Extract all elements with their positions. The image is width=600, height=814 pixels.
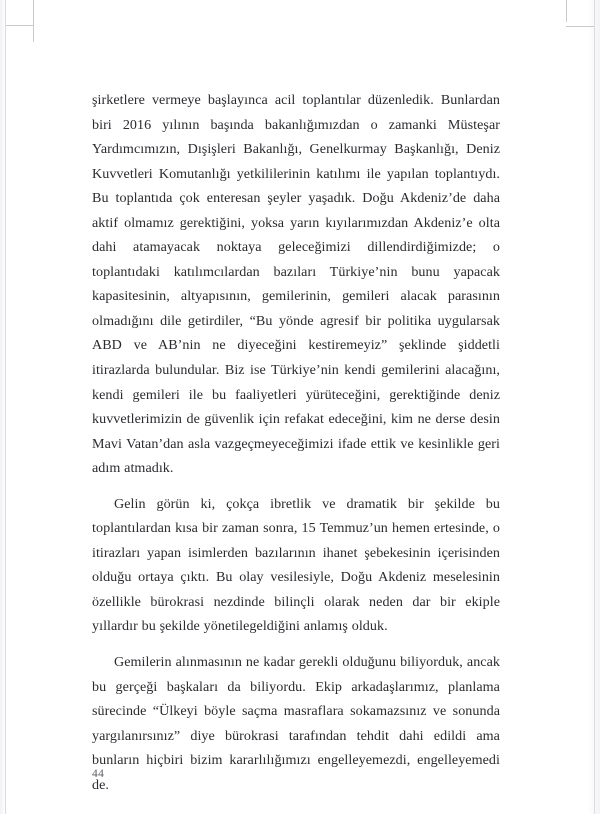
paragraph-continuation: şirketlere vermeye başlayınca acil toplantılar düzenledik. Bunlardan biri 2016 yılının başında bakanlığımızdan o zamanki Müsteşar Yardımcımızın, Dışişleri Bakanlığı, Genelkurmay Başkanlığı, Deniz Kuvvetleri Komutanlığı yetkililerinin katılımı ile yapılan toplantıydı. Bu toplantıda çok enteresan şeyler yaşadık. Doğu Akdeniz’de daha aktif olmamız gerektiğini, yoksa yarın kıyılarımızdan Akdeniz’e olta dahi atamayacak noktaya geleceğimizi dillendirdiğimizde; o toplantıdaki katılımcılardan bazıları Türkiye’nin bunu yapacak kapasitesinin, altyapısının, gemilerinin, gemileri alacak parasının olmadığını dile getirdiler, “Bu yönde agresif bir politika uygularsak ABD ve AB’nin ne diyeceğini kestiremeyiz” şeklinde şiddetli itirazlarda bulundular. Biz ise Türkiye’nin kendi gemilerini alacağını, kendi gemileri ile bu faaliyetleri yürüteceğini, gerektiğinde deniz kuvvetlerimizin de güvenlik için refakat edeceğini, kim ne derse desin Mavi Vatan’dan asla vazgeçmeyeceğimizi ifade ettik ve kesinlikle geri adım atmadık. [92,92,500,477]
paragraph: Gelin görün ki, çokça ibretlik ve dramatik bir şekilde bu toplantılardan kısa bir zaman sonra, 15 Temmuz’un hemen ertesinde, o itirazları yapan isimlerden bazılarının ihanet şebekesinin içerisinden olduğu ortaya çıktı. Bu olay vesilesiyle, Doğu Akdeniz meselesinin özellikle bürokrasi nezdinde bilinçli olarak neden dar bir ekiple yıllardır bu şekilde yönetilegeldiğini anlamış olduk. [92,495,500,635]
page-text-block [92,88,500,797]
top-left-crop-mark-vertical [33,0,34,42]
top-right-crop-mark-horizontal [566,26,594,27]
right-edge-guide-line [594,0,595,814]
top-left-crop-mark-horizontal [6,25,33,26]
paragraph: Gemilerin alınmasının ne kadar gerekli olduğunu biliyorduk, ancak bu gerçeği başkaları da biliyordu. Ekip arkadaşlarımız, planlama sürecinde “Ülkeyi böyle saçma masraflara sokamazsınız ve sonunda yargılanırsınız” diye bürokrasi tarafından tehdit dahi edildi ama bunların hiçbiri bizim kararlılığımızı engelleyemezdi, engelleyemedi de. [92,654,500,793]
top-right-crop-mark-vertical [566,0,567,22]
left-edge-guide-line [5,0,6,814]
page-number: 44 [92,768,105,780]
